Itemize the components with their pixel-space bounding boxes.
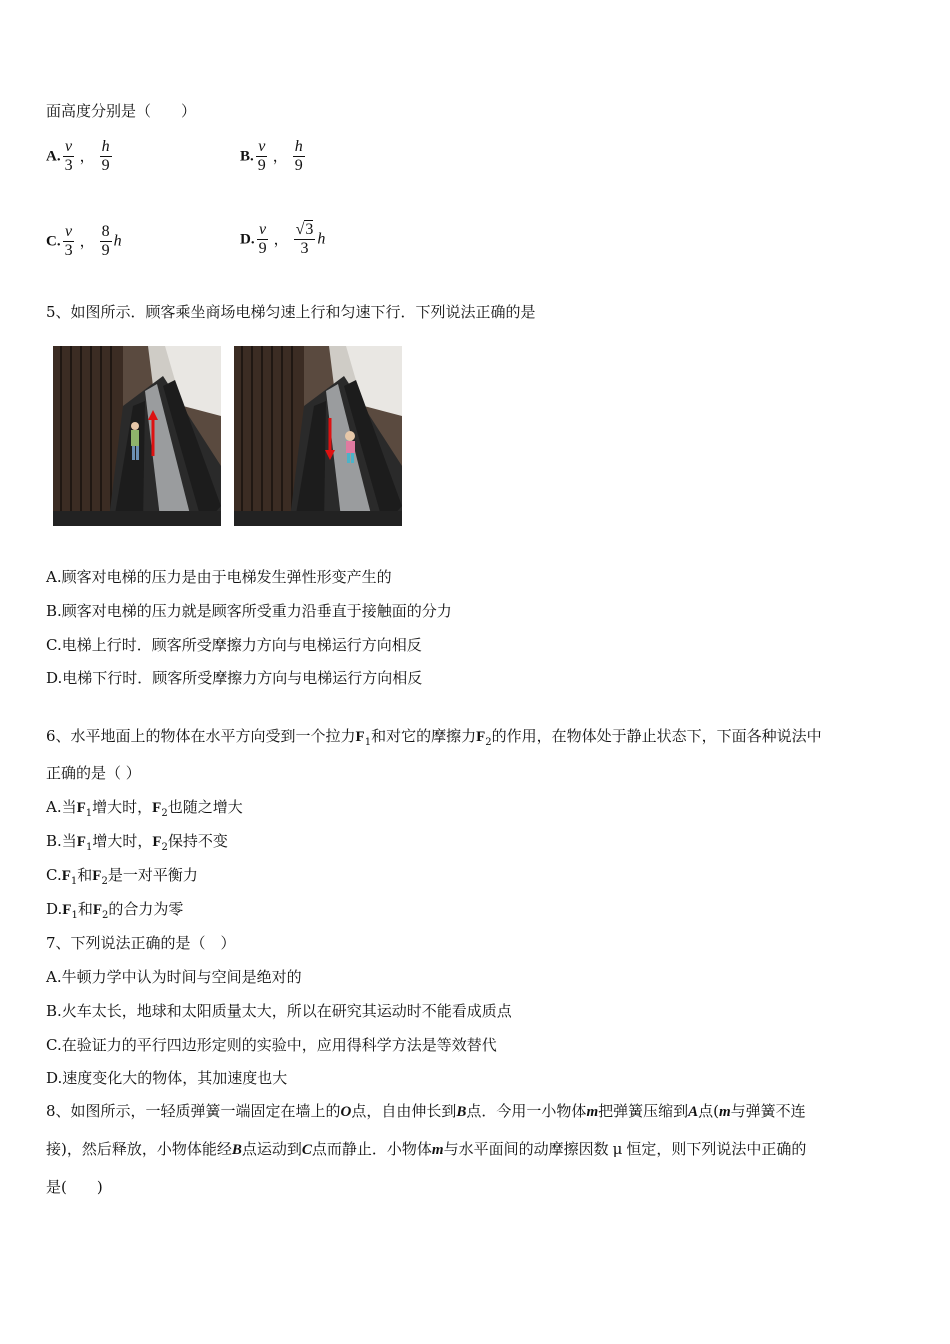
- q7-stem: 7、下列说法正确的是（ ）: [46, 934, 236, 952]
- option-letter: A.: [46, 148, 61, 165]
- q8-stem-line2: 接)，然后释放，小物体能经B点运动到C点而静止．小物体m与水平面间的动摩擦因数 μ 恒定，则下列说法中正确的: [46, 1140, 807, 1158]
- q6-option-d[interactable]: $D.F_1$和$F_2$的合力为零: [46, 900, 184, 921]
- escalator-down-illustration: [234, 346, 402, 526]
- q7-option-b[interactable]: B.火车太长，地球和太阳质量太大，所以在研究其运动时不能看成质点: [46, 1002, 512, 1020]
- fraction-root3-over-3: $\frac{√3}{3}$: [295, 221, 314, 257]
- q6-stem-line2: 正确的是（ ）: [46, 764, 141, 782]
- escalator-up-photo: [53, 346, 221, 526]
- fraction-v-over-9: $\frac{v}{9}$: [258, 221, 267, 257]
- fraction-h-over-9: $\frac{h}{9}$: [294, 138, 303, 174]
- q8-stem-line3: 是( ): [46, 1178, 103, 1196]
- q7-option-d[interactable]: D.速度变化大的物体，其加速度也大: [46, 1069, 288, 1087]
- q6-stem-line1: 6、水平地面上的物体在水平方向受到一个拉力$F_1$和对它的摩擦力$F_2$的作用，在物体处于静止状态下，下面各种说法中: [46, 727, 822, 748]
- q4-stem-tail: 面高度分别是（ ）: [46, 102, 197, 120]
- q5-option-c[interactable]: C.电梯上行时．顾客所受摩擦力方向与电梯运行方向相反: [46, 636, 422, 654]
- fraction-h-over-9: $\frac{h}{9}$: [101, 138, 110, 174]
- q5-option-b[interactable]: B.顾客对电梯的压力就是顾客所受重力沿垂直于接触面的分力: [46, 602, 452, 620]
- q4-option-a[interactable]: A. $\frac{v}{3}$ ， $\frac{h}{9}$: [46, 138, 110, 174]
- option-letter: D.: [240, 231, 255, 248]
- q5-option-a[interactable]: A.顾客对电梯的压力是由于电梯发生弹性形变产生的: [46, 568, 392, 586]
- q6-option-c[interactable]: $C.F_1$和$F_2$是一对平衡力: [46, 866, 198, 887]
- q7-option-a[interactable]: A.牛顿力学中认为时间与空间是绝对的: [46, 968, 302, 986]
- q5-stem: 5、如图所示．顾客乘坐商场电梯匀速上行和匀速下行．下列说法正确的是: [46, 303, 536, 321]
- q8-stem-line1: 8、如图所示，一轻质弹簧一端固定在墙上的O点，自由伸长到B点．今用一小物体m把弹簧压缩到A点(m与弹簧不连: [46, 1102, 806, 1120]
- option-letter: C.: [46, 233, 61, 250]
- option-letter: B.: [240, 148, 254, 165]
- q4-option-c[interactable]: C. $\frac{v}{3}$ ， $\frac{8}{9}$ h: [46, 223, 122, 259]
- q6-option-b[interactable]: B.当$F_1$增大时，$F_2$保持不变: [46, 832, 228, 853]
- q7-option-c[interactable]: C.在验证力的平行四边形定则的实验中，应用得科学方法是等效替代: [46, 1036, 497, 1054]
- fraction-v-over-3: $\frac{v}{3}$: [64, 223, 73, 259]
- q6-option-a[interactable]: A.当$F_1$增大时，$F_2$也随之增大: [46, 798, 243, 819]
- q5-option-d[interactable]: D.电梯下行时．顾客所受摩擦力方向与电梯运行方向相反: [46, 669, 423, 687]
- q4-option-d[interactable]: D. $\frac{v}{9}$ ， $\frac{√3}{3}$ h: [240, 221, 326, 257]
- fraction-v-over-9: $\frac{v}{9}$: [257, 138, 266, 174]
- fraction-8-over-9: $\frac{8}{9}$: [101, 223, 110, 259]
- escalator-up-illustration: [53, 346, 221, 526]
- q4-option-b[interactable]: B. $\frac{v}{9}$ ， $\frac{h}{9}$: [240, 138, 303, 174]
- escalator-down-photo: [234, 346, 402, 526]
- fraction-v-over-3: $\frac{v}{3}$: [64, 138, 73, 174]
